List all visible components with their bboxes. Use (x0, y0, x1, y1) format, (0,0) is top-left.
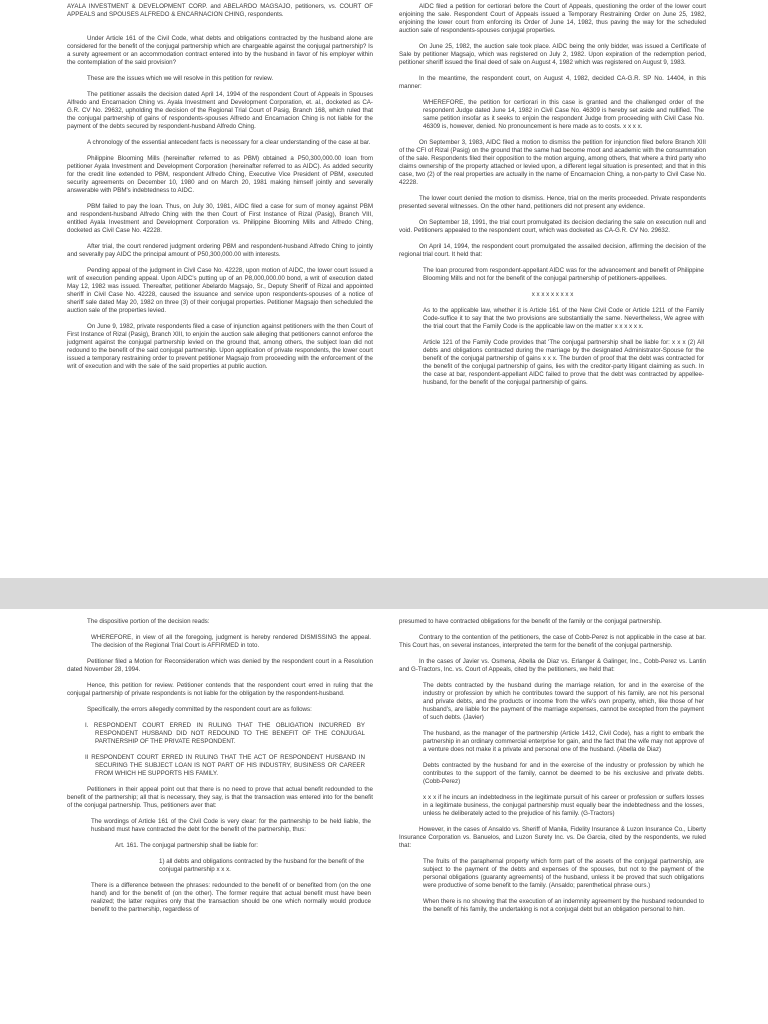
paragraph: The petitioner assails the decision dated April 14, 1994 of the respondent Court of Appeals in Spouses Alfredo and Encarnacion Ching vs. Ayala Investment and Development Corporation, et. al., docketed as CA-G.R. CV No. 29632, upholding the decision of the Regional Trial Court of Pasig, Branch 168, which ruled that the conjugal partnership of gains of respondents-spouses Alfredo and Encarnacion Ching is not liable for the payment of the debts secured by respondent-husband Alfredo Ching. (67, 91, 373, 130)
paragraph: However, in the cases of Ansaldo vs. Sheriff of Manila, Fidelity Insurance & Luzon Insurance Co., Liberty Insurance Corporation vs. Banuelos, and Luzon Surety Inc. vs. De Garcia, cited by the respondents, we ruled that: (399, 826, 706, 849)
article-quote: Art. 161. The conjugal partnership shall be liable for: (115, 842, 258, 849)
assigned-error-2: II RESPONDENT COURT ERRED IN RULING THAT THE ACT OF RESPONDENT HUSBAND IN SECURING THE SUBJECT LOAN IS NOT PART OF HIS INDUSTRY, BUSINESS OR CAREER FROM WHICH HE SUPPORTS HIS FAMILY. (85, 754, 365, 777)
page2-right-column (399, 618, 706, 922)
paragraph: presumed to have contracted obligations for the benefit of the family or the conjugal partnership. (399, 618, 662, 625)
document-page-2 (0, 609, 768, 1024)
paragraph: On June 25, 1982, the auction sale took place. AIDC being the only bidder, was issued a Certificate of Sale by petitioner Magsajo, which was registered on July 2, 1982. Upon expiration of the redemption period, petitioner sheriff issued the final deed of sale on August 4, 1982 which was registered on August 9, 1983. (399, 43, 706, 66)
paragraph: In the cases of Javier vs. Osmena, Abella de Diaz vs. Erlanger & Galinger, Inc., Cobb-Perez vs. Lantin and G-Tractors, Inc. vs. Court of Appeals, cited by the petitioners, we held that: (399, 658, 706, 673)
page1-right-column (399, 3, 706, 395)
paragraph: The lower court denied the motion to dismiss. Hence, trial on the merits proceeded. Private respondents presented several witnesses. On the other hand, petitioners did not present any evidence. (399, 195, 706, 210)
paragraph: In the meantime, the respondent court, on August 4, 1982, decided CA-G.R. SP No. 14404, in this manner: (399, 75, 706, 90)
paragraph: These are the issues which we will resolve in this petition for review. (87, 75, 274, 82)
block-quote: WHEREFORE, in view of all the foregoing, judgment is hereby rendered DISMISSING the appeal. The decision of the Regional Trial Court is AFFIRMED in toto. (91, 634, 371, 649)
block-quote: As to the applicable law, whether it is Article 161 of the New Civil Code or Article 1211 of the Family Code-suffice it to say that the two provisions are substantially the same. Nevertheless, We agree with the trial court that the Family Code is the applicable law on the matter x x x x x x. (423, 307, 704, 330)
paragraph: A chronology of the essential antecedent facts is necessary for a clear understanding of the case at bar. (87, 139, 371, 146)
block-quote: The fruits of the paraphernal property which form part of the assets of the conjugal partnership, are subject to the payment of the debts and expenses of the spouses, but not to the payment of the personal obligations (guaranty agreements) of the husband, unless it be proved that such obligations were productive of some benefit to the family. (Ansaldo; parenthetical phrase ours.) (423, 858, 704, 889)
block-quote: Debts contracted by the husband for and in the exercise of the industry or profession by which he contributes to the support of the family, cannot be deemed to be his exclusive and private debts. (Cobb-Perez) (423, 762, 704, 785)
paragraph: Contrary to the contention of the petitioners, the case of Cobb-Perez is not applicable in the case at bar. This Court has, on several instances, interpreted the term for the benefit of the conjugal partnership. (399, 634, 706, 649)
paragraph: After trial, the court rendered judgment ordering PBM and respondent-husband Alfredo Ching to jointly and severally pay AIDC the principal amount of P50,300,000.00 with interests. (67, 243, 373, 258)
assigned-error-1: I. RESPONDENT COURT ERRED IN RULING THAT THE OBLIGATION INCURRED BY RESPONDENT HUSBAND DID NOT REDOUND TO THE BENEFIT OF THE CONJUGAL PARTNERSHIP OF THE PRIVATE RESPONDENT. (85, 722, 365, 745)
ellipsis-separator: x x x x x x x x x (531, 291, 574, 298)
paragraph: On April 14, 1994, the respondent court promulgated the assailed decision, affirming the decision of the regional trial court. It held that: (399, 243, 706, 258)
block-quote: The wordings of Article 161 of the Civil Code is very clear: for the partnership to be held liable, the husband must have contracted the debt for the benefit of the partnership, thus: (91, 818, 371, 833)
page1-left-column (67, 3, 373, 379)
block-quote: The husband, as the manager of the partnership (Article 1412, Civil Code), has a right to embark the partnership in an ordinary commercial enterprise for gain, and the fact that the wife may not approve of a venture does not make it a private and personal one of the husband. (Abella de Diaz) (423, 730, 704, 753)
article-item: 1) all debts and obligations contracted by the husband for the benefit of the conjugal partnership x x x. (159, 858, 365, 873)
paragraph: Petitioners in their appeal point out that there is no need to prove that actual benefit redounded to the benefit of the partnership; all that is necessary, they say, is that the transaction was entered into for the benefit of the conjugal partnership. Thus, petitioners aver that: (67, 786, 373, 809)
paragraph: On June 9, 1982, private respondents filed a case of injunction against petitioners with the then Court of First Instance of Rizal (Pasig), Branch XIII, to enjoin the auction sale alleging that petitioners cannot enforce the judgment against the conjugal partnership levied on the ground that, among others, the subject loan did not redound to the benefit of the said conjugal partnership. Upon application of private respondents, the lower court issued a temporary restraining order to prevent petitioner Magsajo from proceeding with the enforcement of the writ of execution and with the sale of the said properties at public auction. (67, 323, 373, 370)
block-quote: The loan procured from respondent-appellant AIDC was for the advancement and benefit of Philippine Blooming Mills and not for the benefit of the conjugal partnership of petitioners-appellees. (423, 267, 704, 282)
paragraph: Specifically, the errors allegedly committed by the respondent court are as follows: (87, 706, 312, 713)
paragraph: Petitioner filed a Motion for Reconsideration which was denied by the respondent court in a Resolution dated November 28, 1994. (67, 658, 373, 673)
block-quote: Article 121 of the Family Code provides that 'The conjugal partnership shall be liable for: x x x (2) All debts and obligations contracted during the marriage by the designated Administrator-Spouse for the benefit of the conjugal partnership of gains x x x. The burden of proof that the debt was contracted for the benefit of the conjugal partnership of gains, lies with the creditor-party litigant claiming as such. In the case at bar, respondent-appellant AIDC failed to prove that the debt was contracted by appellee-husband, for the benefit of the conjugal partnership of gains. (423, 339, 704, 386)
paragraph: AIDC filed a petition for certiorari before the Court of Appeals, questioning the order of the lower court enjoining the sale. Respondent Court of Appeals issued a Temporary Restraining Order on June 25, 1982, enjoining the lower court from enforcing its Order of June 14, 1982, thus paving the way for the scheduled auction sale of respondents-spouses conjugal properties. (399, 3, 706, 34)
paragraph: On September 3, 1983, AIDC filed a motion to dismiss the petition for injunction filed before Branch XIII of the CFI of Rizal (Pasig) on the ground that the same had become moot and academic with the consummation of the sale. Respondents filed their opposition to the motion arguing, among others, that where a third party who claims ownership of the property attached or levied upon, a different legal situation is presented; and that in this case, two (2) of the real properties are actually in the name of Encarnacion Ching, a non-party to Civil Case No. 42228. (399, 139, 706, 186)
block-quote: The debts contracted by the husband during the marriage relation, for and in the exercise of the industry or profession by which he contributes toward the support of his family, are not his personal and private debts, and the products or income from the wife's own property, which, like those of her husband's, are liable for the payment of the marriage expenses, cannot be excepted from the payment of such debts. (Javier) (423, 682, 704, 721)
block-quote: When there is no showing that the execution of an indemnity agreement by the husband redounded to the benefit of his family, the undertaking is not a conjugal debt but an obligation personal to him. (423, 898, 704, 913)
paragraph: Philippine Blooming Mills (hereinafter referred to as PBM) obtained a P50,300,000.00 loan from petitioner Ayala Investment and Development Corporation (hereinafter referred to as AIDC). As added security for the credit line extended to PBM, respondent Alfredo Ching, Executive Vice President of PBM, executed security agreements on December 10, 1980 and on March 20, 1981 making himself jointly and severally answerable with PBM's indebtedness to AIDC. (67, 155, 373, 194)
block-quote: WHEREFORE, the petition for certiorari in this case is granted and the challenged order of the respondent Judge dated June 14, 1982 in Civil Case No. 46309 is hereby set aside and nullified. The same petition insofar as it seeks to enjoin the respondent Judge from proceeding with Civil Case No. 46309 is, however, denied. No pronouncement is here made as to costs. x x x x. (423, 99, 704, 130)
block-quote: x x x if he incurs an indebtedness in the legitimate pursuit of his career or profession or suffers losses in a legitimate business, the conjugal partnership must equally bear the indebtedness and the losses, unless he deliberately acted to the prejudice of his family. (G-Tractors) (423, 794, 704, 817)
page2-left-column (67, 618, 373, 922)
paragraph: Pending appeal of the judgment in Civil Case No. 42228, upon motion of AIDC, the lower court issued a writ of execution pending appeal. Upon AIDC's putting up of an P8,000,000.00 bond, a writ of execution dated May 12, 1982 was issued. Thereafter, petitioner Abelardo Magsajo, Sr., Deputy Sheriff of Rizal and appointed sheriff in Civil Case No. 42228, caused the issuance and service upon respondents-spouses of a notice of sheriff sale dated May 20, 1982 on three (3) of their conjugal properties. Petitioner Magsajo then scheduled the auction sale of the properties levied. (67, 267, 373, 314)
paragraph: On September 18, 1991, the trial court promulgated its decision declaring the sale on execution null and void. Petitioners appealed to the respondent court, which was docketed as CA-G.R. CV No. 29632. (399, 219, 706, 234)
paragraph: Hence, this petition for review. Petitioner contends that the respondent court erred in ruling that the conjugal partnership of private respondents is not liable for the obligation by the respondent-husband. (67, 682, 373, 697)
paragraph: Under Article 161 of the Civil Code, what debts and obligations contracted by the husband alone are considered for the benefit of the conjugal partnership which are chargeable against the conjugal partnership? Is a surety agreement or an accommodation contract entered into by the husband in favor of his employer within the contemplation of the said provision? (67, 35, 373, 66)
paragraph: PBM failed to pay the loan. Thus, on July 30, 1981, AIDC filed a case for sum of money against PBM and respondent-husband Alfredo Ching with the then Court of First Instance of Rizal (Pasig), Branch VIII, entitled Ayala Investment and Development Corporation vs. Philippine Blooming Mills and Alfredo Ching, docketed as Civil Case No. 42228. (67, 203, 373, 234)
paragraph: The dispositive portion of the decision reads: (87, 618, 210, 625)
case-title: AYALA INVESTMENT & DEVELOPMENT CORP. and ABELARDO MAGSAJO, petitioners, vs. COURT OF APPEALS and SPOUSES ALFREDO & ENCARNACION CHING, respondents. (67, 3, 373, 18)
block-quote: There is a difference between the phrases: redounded to the benefit of or benefited from (on the one hand) and for the benefit of (on the other). The former require that actual benefit must have been realized; the latter requires only that the transaction should be one which normally would produce benefit to the partnership, regardless of (91, 882, 371, 913)
